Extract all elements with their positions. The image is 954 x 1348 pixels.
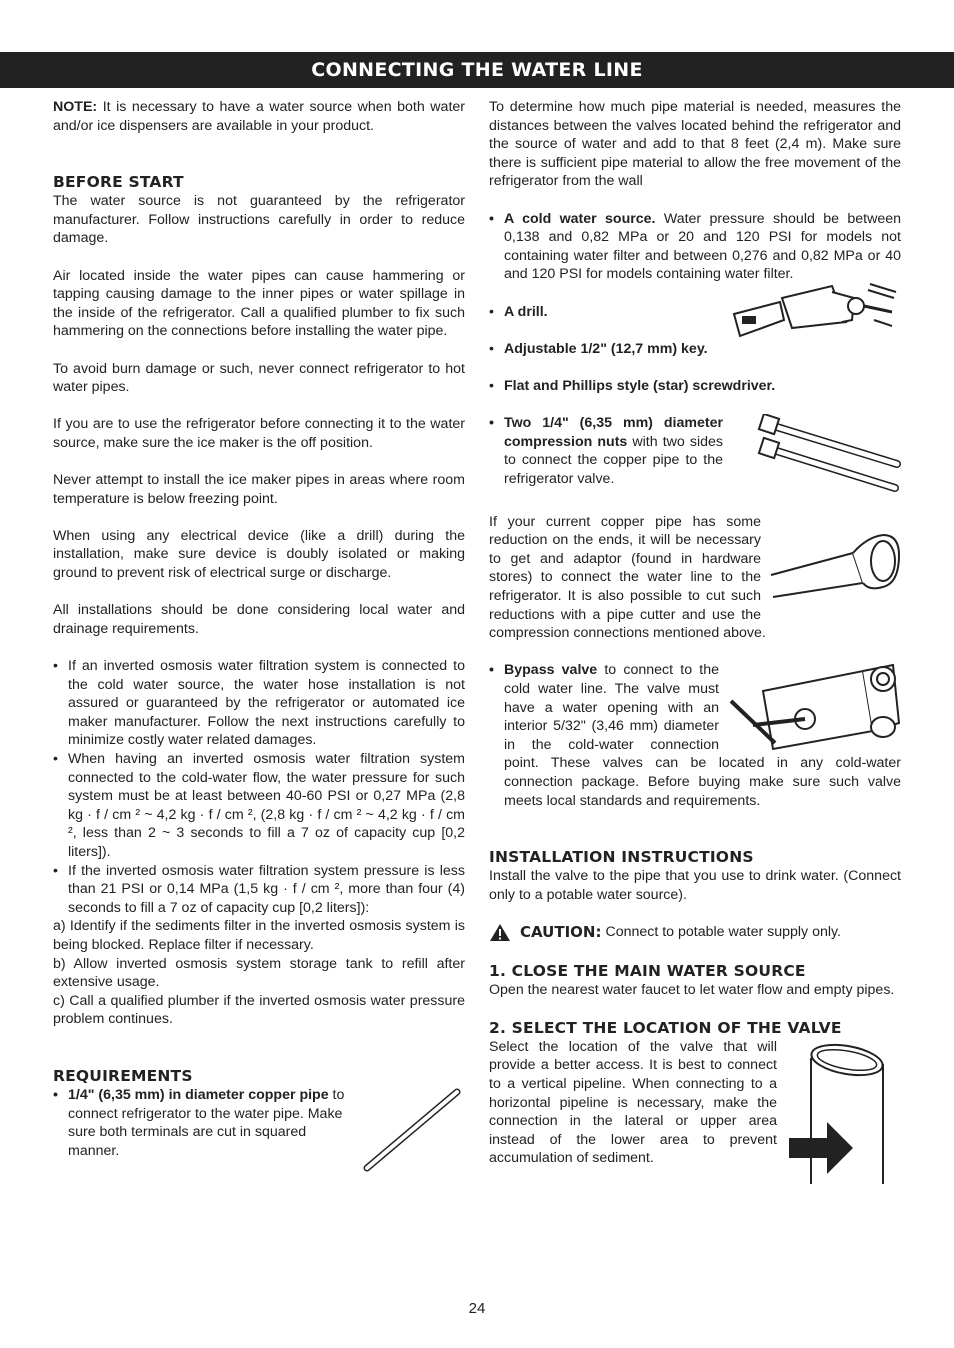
step-c: c) Call a qualified plumber if the inverted osmosis water pressure problem continues.: [53, 992, 465, 1028]
paragraph: Never attempt to install the ice maker pipes in areas where room temperature is below freezing point.: [53, 472, 465, 507]
caution-label: CAUTION:: [520, 923, 602, 942]
paragraph: The water source is not guaranteed by the refrigerator manufacturer. Follow instructions carefully in order to reduce damage.: [53, 193, 465, 247]
adaptor-illustration: [767, 531, 901, 607]
requirements-list: [489, 210, 901, 489]
list-item: • A cold water source. Water pressure should be between 0,138 and 0,82 MPa or 20 and 120 PSI for models not containing water filter and between 0,276 and 0,82 MPa or 40 and 120 PSI for models containing water filter.: [489, 210, 901, 283]
step2-paragraph: Select the location of the valve that will provide a better access. It is best to connect to a vertical pipeline. When connecting to a horizontal pipeline is necessary, make the connection in the lateral or upper area instead of the lower area to prevent accumulation of sediment.: [489, 1038, 901, 1168]
before-start-heading: BEFORE START: [53, 173, 184, 192]
note-label: NOTE:: [53, 99, 98, 115]
list-item: • When having an inverted osmosis water filtration system connected to the cold-water flow, the water pressure for such system must be at least between 40-60 PSI or 0,27 MPa (2,8 kg · f / cm ² ~ 4,2 kg · f / cm ², (2,8 kg · f / cm ² ~ 4,2 kg · f / cm ², less than 2 ~ 3 seconds to fill a 7 oz of capacity cup [0,2 liters]).: [53, 751, 465, 860]
bypass-valve-illustration: [723, 661, 901, 751]
paragraph: If you are to use the refrigerator before connecting it to the water source, make sure the ice maker is the off position.: [53, 416, 465, 451]
page-title: CONNECTING THE WATER LINE: [311, 59, 643, 81]
list-item: • If the inverted osmosis water filtration system pressure is less than 21 PSI or 0,14 MPa (1,5 kg · f / cm ², more than four (4) seconds to fill a 7 oz of capacity cup [0,2 liters]):: [53, 862, 465, 916]
left-column: [53, 98, 465, 1174]
compression-nuts-illustration: [727, 414, 901, 494]
paragraph: When using any electrical device (like a drill) during the installation, make sure device is doubly isolated or making ground to prevent risk of electrical surge or discharge.: [53, 527, 465, 582]
requirements-heading: REQUIREMENTS: [53, 1066, 193, 1085]
caution-text: Connect to potable water supply only.: [605, 924, 842, 941]
step1-paragraph: Open the nearest water faucet to let water flow and empty pipes.: [489, 981, 895, 998]
step2-heading: 2. SELECT THE LOCATION OF THE VALVE: [489, 1018, 842, 1037]
list-item: • If an inverted osmosis water filtration system is connected to the cold water source, the water hose installation is not assured or guaranteed by the refrigerator or automated ice maker manufacturer. Follow the next instructions carefully to minimize costly water related damages.: [53, 658, 465, 749]
page-number: 24: [468, 1300, 486, 1317]
list-item: • 1/4" (6,35 mm) in diameter copper pipe to connect refrigerator to the water pipe. Make sure both terminals are cut in squared manner.: [53, 1086, 465, 1160]
intro-paragraph: To determine how much pipe material is needed, measures the distances between the valves located behind the refrigerator and the source of water and add to that 8 feet (2,4 m). Make sure there is sufficient pipe material to allow the free movement of the refrigerator from the wall: [489, 99, 901, 190]
paragraph: All installations should be done considering local water and drainage requirements.: [53, 602, 465, 637]
title-bar: [0, 52, 954, 88]
vertical-pipe-arrow-illustration: [787, 1038, 901, 1188]
osmosis-bullet-list: [53, 657, 465, 917]
copper-pipe-illustration: [361, 1086, 465, 1174]
step-b: b) Allow inverted osmosis system storage tank to refill after extensive usage.: [53, 955, 465, 991]
paragraph: Air located inside the water pipes can cause hammering or tapping causing damage to the inner pipes or water spillage in the inside of the refrigerator. Call a qualified plumber to fix such hammering on the connections before installing the water pipe.: [53, 267, 465, 340]
list-item: • Two 1/4" (6,35 mm) diameter compression nuts with two sides to connect the copper pipe to the refrigerator valve.: [489, 414, 901, 488]
paragraph: To avoid burn damage or such, never connect refrigerator to hot water pipes.: [53, 360, 465, 396]
step-a: a) Identify if the sediments filter in the inverted osmosis system is being blocked. Replace filter if necessary.: [53, 918, 465, 953]
list-item: • A drill.: [489, 303, 548, 320]
caution-row: [489, 923, 901, 942]
step1-heading: 1. CLOSE THE MAIN WATER SOURCE: [489, 961, 806, 980]
installation-paragraph: Install the valve to the pipe that you use to drink water. (Connect only to a potable water source).: [489, 868, 901, 903]
installation-heading: INSTALLATION INSTRUCTIONS: [489, 848, 754, 867]
note-text: It is necessary to have a water source when both water and/or ice dispensers are available in your product.: [53, 99, 465, 134]
reduction-paragraph: If your current copper pipe has some reduction on the ends, it will be necessary to get and adaptor (found in hardware stores) to connect the water line to the refrigerator. It is also possible to cut such reductions with a pipe cutter and use the compression connections mentioned above.: [489, 513, 901, 643]
list-item: • Bypass valve to connect to the cold water line. The valve must have a water opening with an interior 5/32" (3,46 mm) diameter in the cold-water connection point. These valves can be located in any cold-water connection package. Before buying make sure such valve meets local standards and requirements.: [489, 662, 901, 809]
note-paragraph: [53, 98, 465, 135]
list-item: • Adjustable 1/2" (12,7 mm) key.: [489, 340, 708, 357]
list-item: • Flat and Phillips style (star) screwdriver.: [489, 377, 776, 394]
right-column: [489, 98, 901, 1188]
warning-icon: [489, 923, 511, 942]
